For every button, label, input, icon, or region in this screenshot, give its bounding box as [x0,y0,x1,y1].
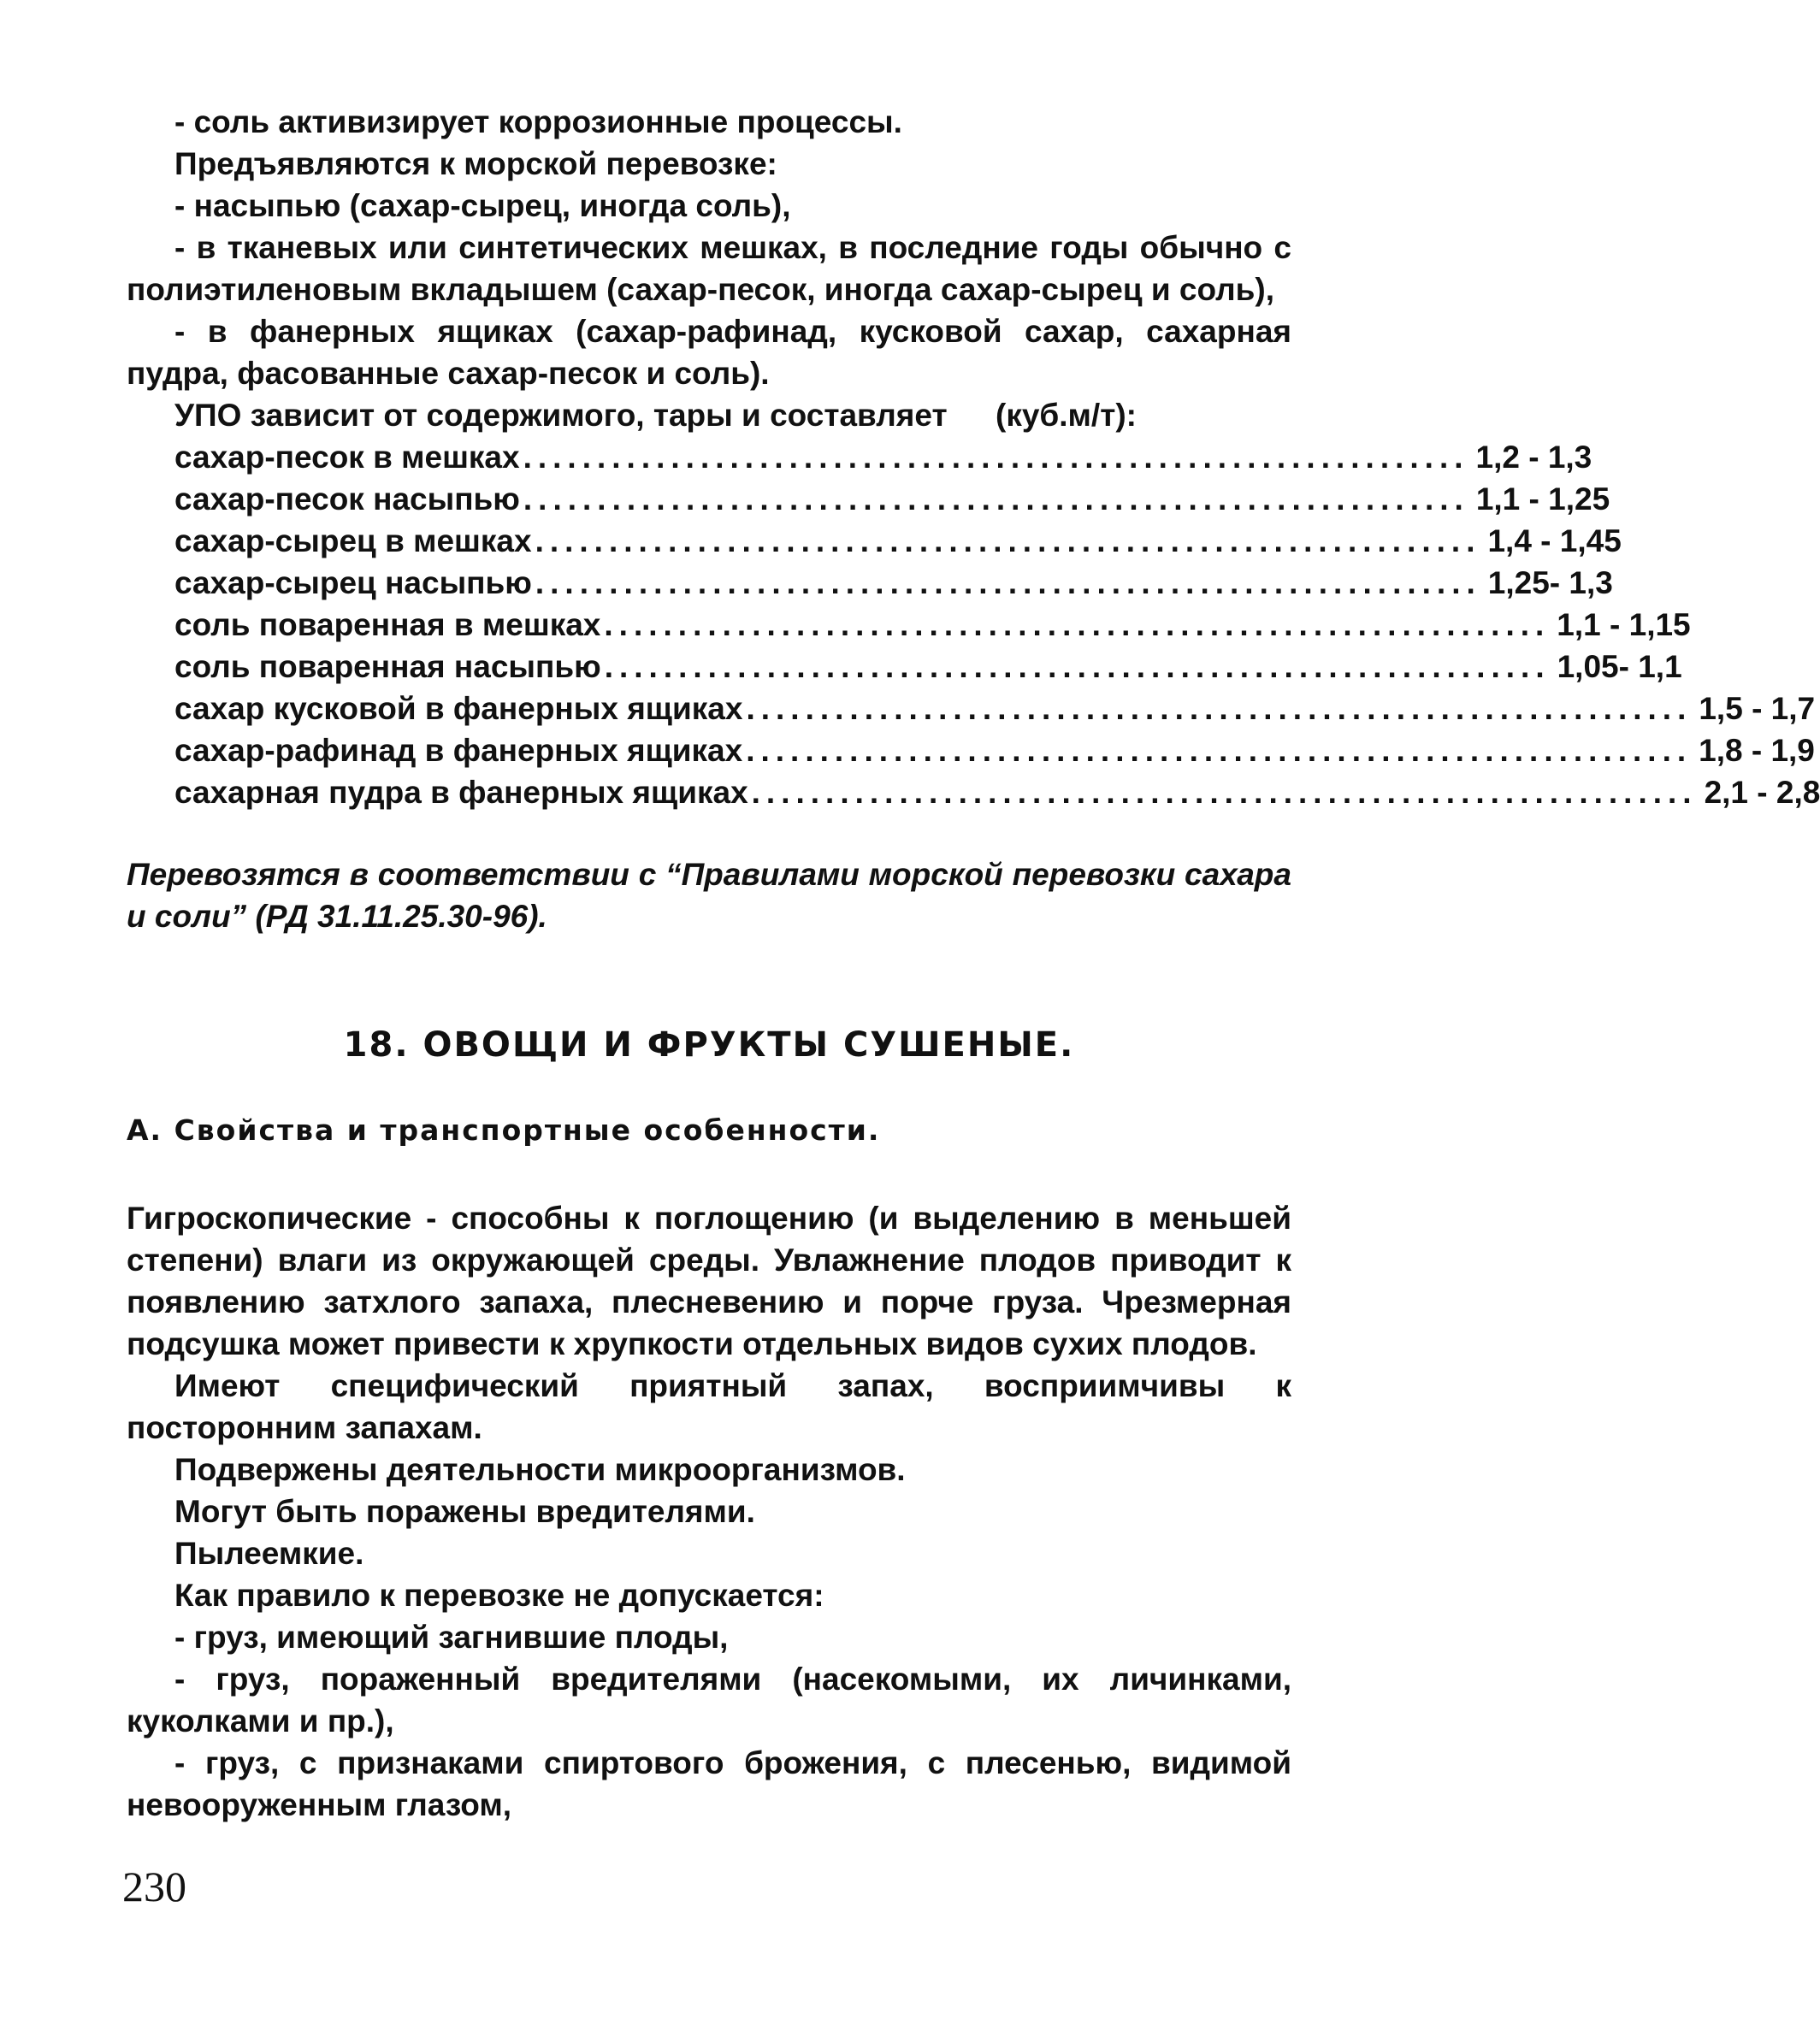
paragraph-requirements-intro: Предъявляются к морской перевозке: [174,146,777,181]
row-name: соль поваренная насыпью [174,649,601,684]
table-row [174,729,1815,771]
row-value: 1,1 - 1,15 [1557,607,1691,642]
row-name: сахар-сырец насыпью [174,565,532,600]
table-row [174,646,1682,688]
row-value: 1,4 - 1,45 [1487,523,1622,558]
paragraph-odor: Имеют специфический приятный запах, восприимчивы к посторонним запахам. [127,1368,1291,1445]
row-value: 2,1 - 2,8 [1704,775,1820,810]
leader-dots: ................................................................ [746,691,1693,726]
table-header [174,394,1158,436]
leader-dots: ................................................................ [604,607,1551,642]
table-header-label: УПО зависит от содержимого, тары и составляет [174,398,948,433]
row-name: сахар-песок насыпью [174,481,520,517]
paragraph-hygroscopic: Гигроскопические - способны к поглощению (и выделению в меньшей степени) влаги из окружающей среды. Увлажнение плодов приводит к появлению затхлого запаха, плесневению и порче груза. Чрезмерная подсушка может привести к хрупкости отдельных видов сухих плодов. [127,1201,1291,1361]
row-value: 1,1 - 1,25 [1475,481,1610,517]
leader-dots: ................................................................ [751,775,1698,810]
paragraph-infested: - груз, пораженный вредителями (насекомыми, их личинками, куколками и пр.), [127,1662,1291,1739]
leader-dots: ................................................................ [535,565,1481,600]
section-title: 18. ОВОЩИ И ФРУКТЫ СУШЕНЫЕ. [343,1025,1075,1065]
paragraph-dusty: Пылеемкие. [174,1536,364,1571]
leader-dots: ................................................................ [523,481,1469,517]
row-value: 1,25- 1,3 [1487,565,1613,600]
leader-dots: ................................................................ [746,733,1693,768]
row-name: сахар-песок в мешках [174,440,520,475]
table-row [174,688,1816,729]
row-name: сахарная пудра в фанерных ящиках [174,775,748,810]
table-row [174,436,1592,478]
subsection-title: А. Свойства и транспортные особенности. [127,1113,881,1147]
paragraph-fermentation: - груз, с признаками спиртового брожения, с плесенью, видимой невооруженным глазом, [127,1745,1291,1822]
stowage-factor-table [174,394,1820,813]
page-content [127,101,1820,1826]
table-row [174,562,1613,604]
page-number: 230 [122,1863,186,1910]
row-value: 1,2 - 1,3 [1475,440,1592,475]
properties-block [127,1197,1291,1826]
row-value: 1,05- 1,1 [1557,649,1682,684]
leader-dots: ................................................................ [604,649,1551,684]
paragraph-pests: Могут быть поражены вредителями. [174,1494,755,1529]
row-name: сахар-сырец в мешках [174,523,532,558]
row-value: 1,8 - 1,9 [1699,733,1815,768]
row-name: соль поваренная в мешках [174,607,601,642]
table-header-unit: (куб.м/т): [996,398,1137,433]
paragraph-bulk: - насыпью (сахар-сырец, иногда соль), [174,188,791,223]
paragraph-rotten: - груз, имеющий загнившие плоды, [174,1620,729,1655]
paragraph-bags: - в тканевых или синтетических мешках, в последние годы обычно с полиэтиленовым вкладышем (сахар-песок, иногда сахар-сырец и соль), [127,230,1291,307]
regulation-note: Перевозятся в соответствии с “Правилами морской перевозки сахара и соли” (РД 31.11.25.30-96). [127,857,1291,934]
table-row [174,771,1820,813]
table-row [174,604,1691,646]
table-row [174,478,1610,520]
row-name: сахар-рафинад в фанерных ящиках [174,733,743,768]
paragraph-plywood-boxes: - в фанерных ящиках (сахар-рафинад, кусковой сахар, сахарная пудра, фасованные сахар-песок и соль). [127,314,1291,391]
leader-dots: ................................................................ [523,440,1469,475]
paragraph-not-allowed-intro: Как правило к перевозке не допускается: [174,1578,824,1613]
paragraph-salt-corrosion: - соль активизирует коррозионные процессы. [174,104,902,139]
paragraph-microorganisms: Подвержены деятельности микроорганизмов. [174,1452,906,1487]
table-row [174,520,1622,562]
row-name: сахар кусковой в фанерных ящиках [174,691,743,726]
leader-dots: ................................................................ [535,523,1481,558]
row-value: 1,5 - 1,7 [1699,691,1816,726]
